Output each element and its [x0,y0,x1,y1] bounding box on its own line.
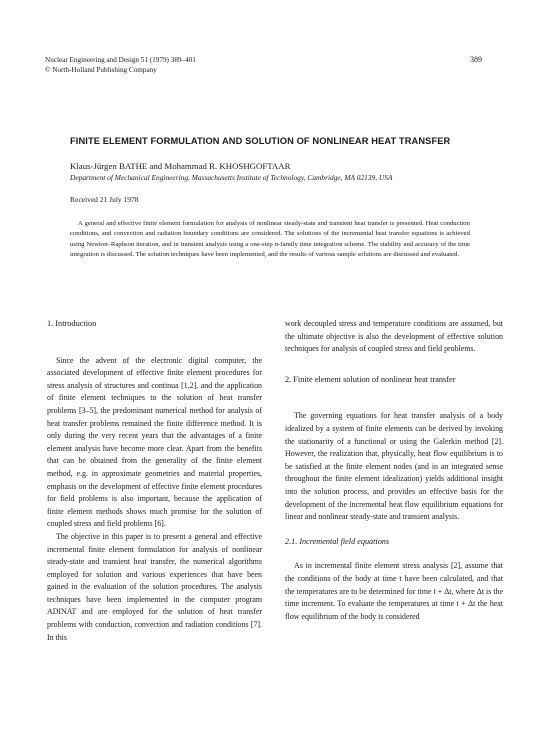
section-heading-finite-element-solution: 2. Finite element solution of nonlinear heat transfer [285,374,456,384]
paragraph: work decoupled stress and temperature conditions are assumed, but the ultimate objective is also the development of effective solution techniques for analysis of coupled stress and field problems. [285,319,503,354]
subsection-heading: 2.1. Incremental field equations [285,536,390,546]
abstract: A general and effective finite element formulation for analysis of nonlinear steady-state and transient heat transfer is presented. Heat conduction conditions, and convection and radiation boundary conditions are considered. The solutions of the incremental heat transfer equations is achieved using Newton–Raphson iteration, and in transient analysis using a one-step α-family time integration scheme. The stability and accuracy of the time integration is discussed. The solution techniques have been implemented, and the results of various sample solutions are discussed and evaluated. [70,220,470,259]
journal-citation [45,55,345,75]
article-title: FINITE ELEMENT FORMULATION AND SOLUTION OF NONLINEAR HEAT TRANSFER [70,136,451,146]
publisher-line: © North-Holland Publishing Company [45,66,157,74]
left-column [47,318,262,644]
right-column [285,318,503,623]
paragraph: As in incremental finite element stress analysis [2], assume that the conditions of the body at time t have been calculated, and that the temperatures are to be determined for time t + Δt, where Δt is the time increment. To evaluate the temperatures at time t + Δt the heat flow equilibrium of the body is considered [285,561,503,621]
paragraph: Since the advent of the electronic digital computer, the associated development of effective finite element procedures for stress analysis of structures and continua [1,2], and the application of finite element techniques to the solution of heat transfer problems [3–5], the predominant numerical method for analysis of heat transfer problems remained the finite difference method. It is only during the very recent years that the advantages of a finite element analysis have become more clear. Apart from the benefits that can be obtained from the generality of the finite element method, e.g. in approximate geometries and material properties, emphasis on the development of effective finite element procedures for field problems is also important, because the application of finite element methods shows much promise for the solution of coupled stress and field problems [6]. [47,355,262,529]
journal-line: Nuclear Engineering and Design 51 (1979) 389–401 [45,56,196,64]
section-heading-introduction: 1. Introduction [47,319,97,328]
paragraph: The objective in this paper is to present a general and effective incremental finite element formulation for analysis of nonlinear steady-state and transient heat transfer, the numerical algorithms employed for solution and various experiences that have been gained in the evaluation of the solution procedures. The analysis techniques have been implemented in the computer program ADINAT and are employed for the solution of heat transfer problems with conduction, convection and radiation conditions [7]. In this [47,531,262,642]
authors: Klaus-Jürgen BATHE and Mohammad R. KHOSHGOFTAAR [70,161,291,171]
paragraph: The governing equations for heat transfer analysis of a body idealized by a system of finite elements can be derived by invoking the stationarity of a functional or using the Galerkin method [2]. However, the realization that, physically, heat flow equilibrium is to be satisfied at the finite element nodes (and in an integrated sense throughout the finite element idealization) yields additional insight into the solution process, and provides an effective basis for the development of the incremental heat flow equilibrium equations for linear and nonlinear steady-state and transient analysis. [285,411,503,522]
received-date: Received 21 July 1978 [70,195,139,204]
affiliation: Department of Mechanical Engineering, Massachusetts Institute of Technology, Cambridge, MA 02139, USA [70,173,393,182]
page-number: 389 [470,55,482,64]
